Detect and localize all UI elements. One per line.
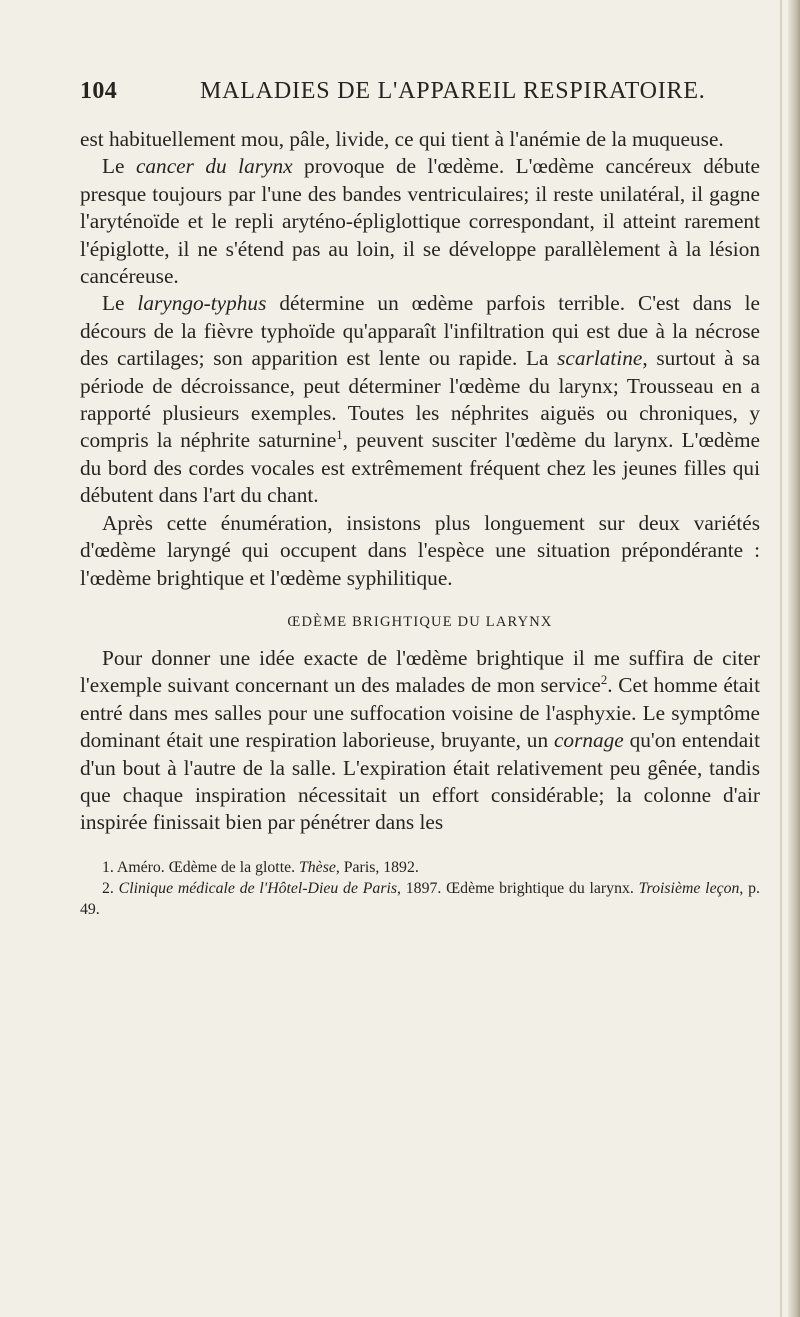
footnote-ref-1[interactable]: 1 [336,428,343,443]
footnote-1-marker: 1. [102,858,114,876]
footnote-2-italic1: Clinique médicale de l'Hôtel-Dieu de Paris [113,879,398,897]
footnote-1-text1: Améro. Œdème de la glotte. [113,858,299,876]
footnote-2-text1: , 1897. Œdème brightique du larynx. [397,879,639,897]
footnote-2-text2: , p. 49. [80,879,760,918]
footnote-2 [80,878,760,920]
paragraph-4 [80,510,760,592]
paragraph-1 [80,126,760,153]
footnote-ref-2[interactable]: 2 [600,673,608,688]
paragraph-3-part4: , peuvent susciter l'œdème du larynx. L'œdème du bord des cordes vocales est extrêmement fréquent chez les jeunes filles qui débutent dans l'art du chant. [80,428,760,508]
paragraph-3-part1: Le [102,291,138,316]
paragraph-5 [80,645,760,837]
body-text-section [80,645,760,837]
footnote-1-text2: , Paris, 1892. [335,858,419,876]
paragraph-5-part3: qu'on entendait d'un bout à l'autre de la salle. L'expiration était relativement peu gênée, tandis que chaque inspiration nécessitait un effort considérable; la colonne d'air inspirée finissait bien par pénétrer dans les [80,728,760,835]
body-text [80,126,760,592]
paragraph-1-text: est habituellement mou, pâle, livide, ce qui tient à l'anémie de la muqueuse. [80,127,724,151]
term-cornage: cornage [553,728,624,753]
book-page [80,78,760,920]
paragraph-2-part2: provoque de l'œdème. L'œdème cancéreux débute presque toujours par l'une des bandes ventriculaires; il reste unilatéral, il gagne l'aryténoïde et le repli aryténo-épliglottique correspondant, il atteint rarement l'épiglotte, il ne s'étend pas au loin, il se développe parallèlement à la lésion cancéreuse. [80,154,760,289]
running-title: MALADIES DE L'APPAREIL RESPIRATOIRE. [200,78,706,104]
paragraph-3-part2: détermine un œdème parfois terrible. C'est dans le décours de la fièvre typhoïde qu'apparaît l'infiltration qui est due à la nécrose des cartilages; son apparition est lente ou rapide. La [80,291,760,371]
footnote-2-marker: 2. [102,879,114,897]
footnotes [80,857,760,920]
footnote-2-italic2: Troisième leçon [638,879,740,897]
paragraph-3-part3: , surtout à sa période de décroissance, peut déterminer l'œdème du larynx; Trousseau en a rapporté plusieurs exemples. Toutes les néphrites aiguës ou chroniques, y compris la néphrite saturnine [80,346,760,453]
section-heading: ŒDÈME BRIGHTIQUE DU LARYNX [287,613,553,630]
page-edge-shadow [788,0,800,1317]
footnote-1 [80,857,760,878]
page-edge-line [780,0,782,1317]
term-laryngo-typhus: laryngo-typhus [137,291,267,316]
paragraph-2 [80,153,760,290]
paragraph-5-part2: . Cet homme était entré dans mes salles pour une suffocation voisine de l'asphyxie. Le symptôme dominant était une respiration laborieuse, bruyante, un [80,673,760,753]
term-cancer-du-larynx: cancer du larynx [135,154,293,179]
paragraph-4-text: Après cette énumération, insistons plus longuement sur deux variétés d'œdème laryngé qui occupent dans l'espèce une situation prépondérante : l'œdème brightique et l'œdème syphilitique. [80,510,760,590]
footnote-1-italic: Thèse [299,858,336,876]
page-number: 104 [80,78,118,104]
paragraph-5-part1: Pour donner une idée exacte de l'œdème brightique il me suffira de citer l'exemple suivant concernant un des malades de mon service [80,645,760,698]
running-head [80,78,760,118]
term-scarlatine: scarlatine [557,346,643,371]
paragraph-3 [80,290,760,509]
paragraph-2-part1: Le [102,154,136,179]
